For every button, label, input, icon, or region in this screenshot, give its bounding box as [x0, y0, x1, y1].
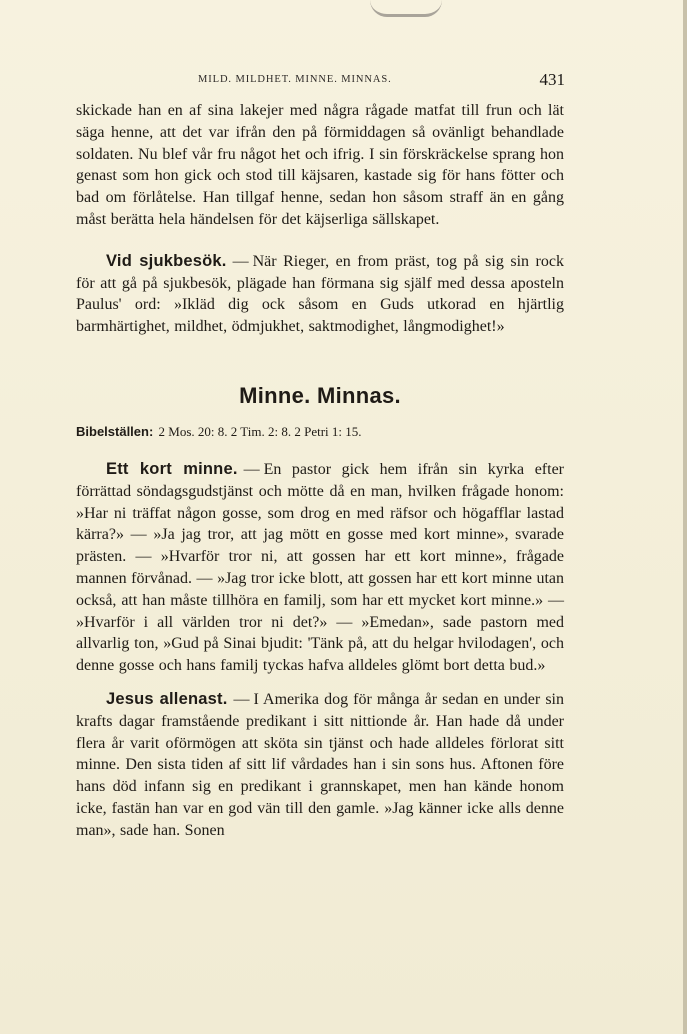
section-heading-minne: Minne. Minnas.	[239, 382, 401, 408]
paragraph-ett-kort-minne	[76, 459, 564, 677]
bible-references-text: 2 Mos. 20: 8. 2 Tim. 2: 8. 2 Petri 1: 15.	[158, 423, 362, 439]
spacer	[76, 231, 564, 251]
spacer	[76, 441, 564, 459]
em-dash: —	[243, 460, 260, 478]
page-right-edge	[683, 0, 687, 1034]
sub-heading-vid-sjukbesok: Vid sjukbesök.	[106, 251, 227, 270]
spacer	[76, 677, 564, 689]
em-dash: —	[232, 252, 249, 270]
paragraph-continuation: skickade han en af sina lakejer med några rågade matfat till frun och lät säga henne, att det var ifrån den på förmiddagen så ovänligt behandlade soldaten. Nu blef vår fru något het och ifrig. I sin förskräckelse sprang hon genast som hon gick och stod till käjsaren, kastade sig för hans fötter och bad om förlåtelse. Han tillgaf henne, sedan hon såsom straff än en gång måst berätta hela händelsen för det käjserliga sällskapet.	[76, 102, 564, 228]
bible-references-label: Bibelställen:	[76, 423, 154, 439]
paragraph-text: En pastor gick hem ifrån sin kyrka efter förrättad söndagsgudstjänst och mötte då en man, hvilken frågade honom: »Har ni träffat någon gosse, som drog en med räfsor och högafflar lastad kärra?» — »Ja jag tror, att jag mött en gosse med kort minne», svarade prästen. — »Hvarför tror ni, att gossen har ett kort minne», frågade mannen förvånad. — »Jag tror icke blott, att gossen har ett kort minne utan också, att han måste tillhöra en familj, som har ett mycket kort minne.» — »Hvarför i all världen tror ni det?» — »Emedan», sade pastorn med allvarlig ton, »Gud på Sinai bjudit: 'Tänk på, att du helgar hvilodagen', och denne gosse och hans familj tyckas hafva alldeles glömt bort detta bud.»	[76, 460, 565, 675]
sub-heading-ett-kort-minne: Ett kort minne.	[106, 459, 238, 478]
page-edge-shadow	[370, 0, 442, 17]
paragraph-jesus-allenast	[76, 689, 564, 842]
paragraph-text: I Amerika dog för många år sedan en under sin krafts dagar framstående predikant i sitt nittionde år. Han hade då under flera år varit oförmögen att sköta sin tjänst och hade alldeles förlorat sitt minne. Den sista tiden af sitt lif vårdades han i sin sons hus. Aftonen före hans död infann sig en predikant i grannskapet, men han kände honom icke, fastän han var en god vän till den gamle. »Jag känner icke alls denne man», sade han. Sonen	[76, 690, 564, 839]
em-dash: —	[233, 690, 250, 708]
paragraph-text: När Rieger, en from präst, tog på sig sin rock för att gå på sjukbesök, plägade han förmana sig själf med dessa aposteln Paulus' ord: »Ikläd dig ock såsom en Guds utkorad en hjärtlig barmhärtighet, mildhet, ödmjukhet, saktmodighet, långmodighet!»	[76, 252, 564, 336]
page-number: 431	[539, 70, 565, 89]
spacer	[76, 338, 564, 383]
paragraph-vid-sjukbesok	[76, 251, 564, 338]
page-body	[76, 100, 564, 842]
running-head: MILD. MILDHET. MINNE. MINNAS.	[198, 74, 392, 85]
page-header	[78, 70, 565, 94]
sub-heading-jesus-allenast: Jesus allenast.	[106, 689, 228, 708]
bible-references	[76, 423, 564, 441]
